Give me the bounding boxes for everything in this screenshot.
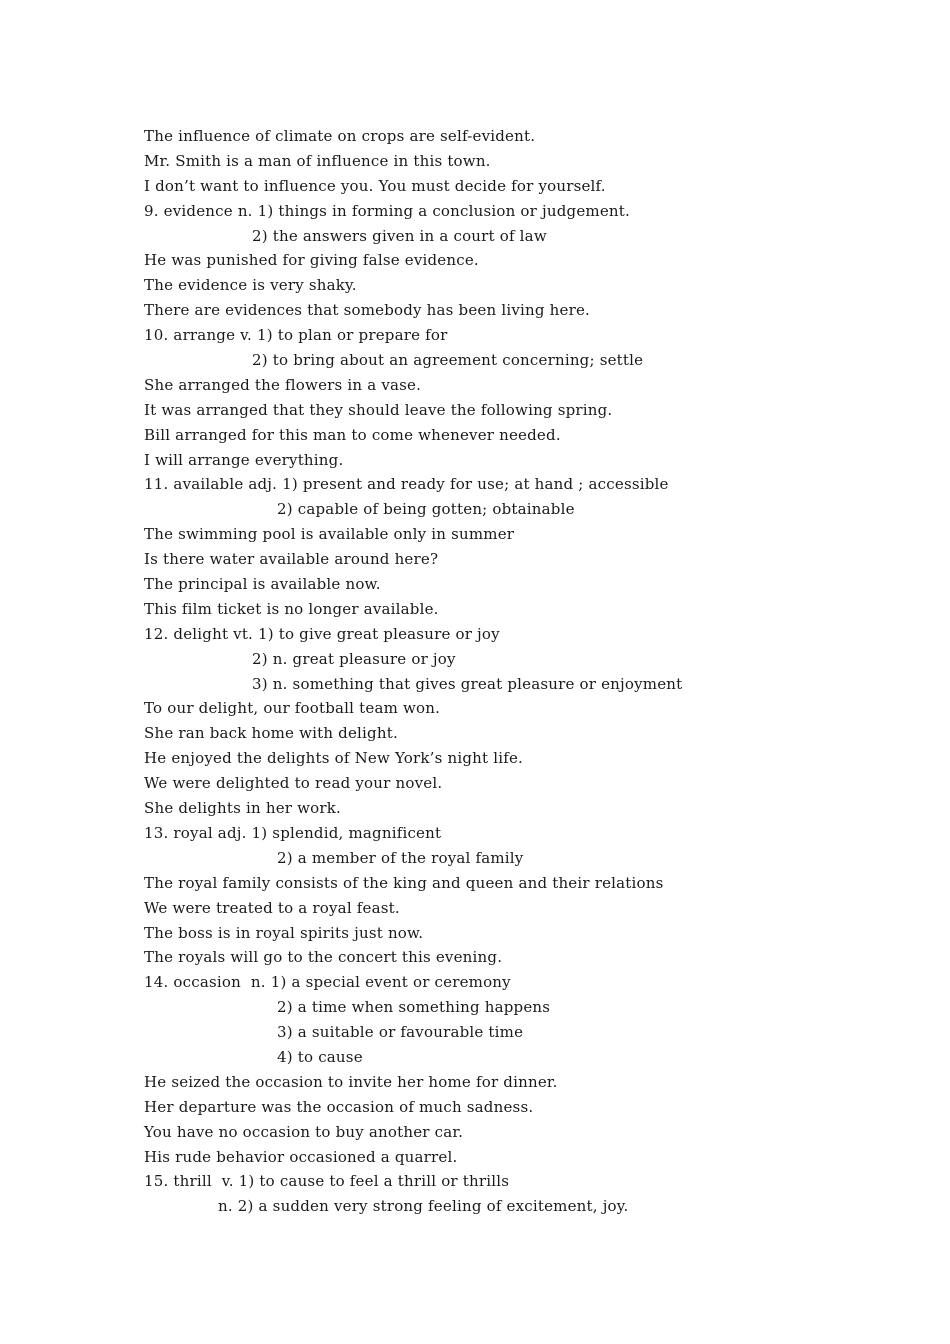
text-line: He was punished for giving false evidence. xyxy=(144,251,479,270)
text-line: She ran back home with delight. xyxy=(144,724,398,743)
text-line: We were treated to a royal feast. xyxy=(144,898,400,917)
text-line: 2) a time when something happens xyxy=(277,998,551,1017)
text-line: The swimming pool is available only in summer xyxy=(144,525,515,544)
text-line: 2) a member of the royal family xyxy=(277,848,524,867)
text-line: The royals will go to the concert this evening. xyxy=(144,948,503,967)
text-line: Bill arranged for this man to come whenever needed. xyxy=(144,425,561,444)
text-line: 9. evidence n. 1) things in forming a conclusion or judgement. xyxy=(144,201,630,220)
document-page xyxy=(144,124,924,1219)
text-line: It was arranged that they should leave the following spring. xyxy=(144,400,613,419)
text-line: Her departure was the occasion of much sadness. xyxy=(144,1097,534,1116)
text-line: We were delighted to read your novel. xyxy=(144,774,443,793)
text-line: 2) to bring about an agreement concerning; settle xyxy=(252,351,644,370)
text-line: Mr. Smith is a man of influence in this town. xyxy=(144,151,491,170)
text-line: The evidence is very shaky. xyxy=(144,276,357,295)
text-line: To our delight, our football team won. xyxy=(144,699,441,718)
text-line: She arranged the flowers in a vase. xyxy=(144,375,422,394)
text-line: This film ticket is no longer available. xyxy=(144,599,439,618)
text-line: 2) the answers given in a court of law xyxy=(252,226,547,245)
text-line: 3) a suitable or favourable time xyxy=(277,1023,524,1042)
text-line: Is there water available around here? xyxy=(144,550,439,569)
text-line: His rude behavior occasioned a quarrel. xyxy=(144,1147,458,1166)
text-line: I don’t want to influence you. You must decide for yourself. xyxy=(144,176,606,195)
text-line: 2) n. great pleasure or joy xyxy=(252,649,456,668)
text-line: 15. thrill v. 1) to cause to feel a thrill or thrills xyxy=(144,1172,510,1191)
text-line: The principal is available now. xyxy=(144,575,381,594)
text-line: 3) n. something that gives great pleasure or enjoyment xyxy=(252,674,683,693)
text-line: 10. arrange v. 1) to plan or prepare for xyxy=(144,326,448,345)
text-line: 14. occasion n. 1) a special event or ceremony xyxy=(144,973,511,992)
text-line: He seized the occasion to invite her home for dinner. xyxy=(144,1072,558,1091)
text-line: The boss is in royal spirits just now. xyxy=(144,923,424,942)
text-line: The influence of climate on crops are self-evident. xyxy=(144,127,536,145)
text-line: You have no occasion to buy another car. xyxy=(144,1122,464,1141)
text-line: 13. royal adj. 1) splendid, magnificent xyxy=(144,823,442,842)
text-line: 2) capable of being gotten; obtainable xyxy=(277,500,575,519)
text-line: 4) to cause xyxy=(277,1047,363,1066)
text-line: n. 2) a sudden very strong feeling of excitement, joy. xyxy=(218,1197,629,1216)
text-line: There are evidences that somebody has been living here. xyxy=(144,301,590,320)
text-line: 12. delight vt. 1) to give great pleasure or joy xyxy=(144,624,500,643)
text-line: 11. available adj. 1) present and ready for use; at hand ; accessible xyxy=(144,475,669,494)
text-line: She delights in her work. xyxy=(144,799,342,818)
text-line: The royal family consists of the king and queen and their relations xyxy=(144,873,664,892)
text-line: I will arrange everything. xyxy=(144,450,344,469)
text-line: He enjoyed the delights of New York’s night life. xyxy=(144,749,524,768)
